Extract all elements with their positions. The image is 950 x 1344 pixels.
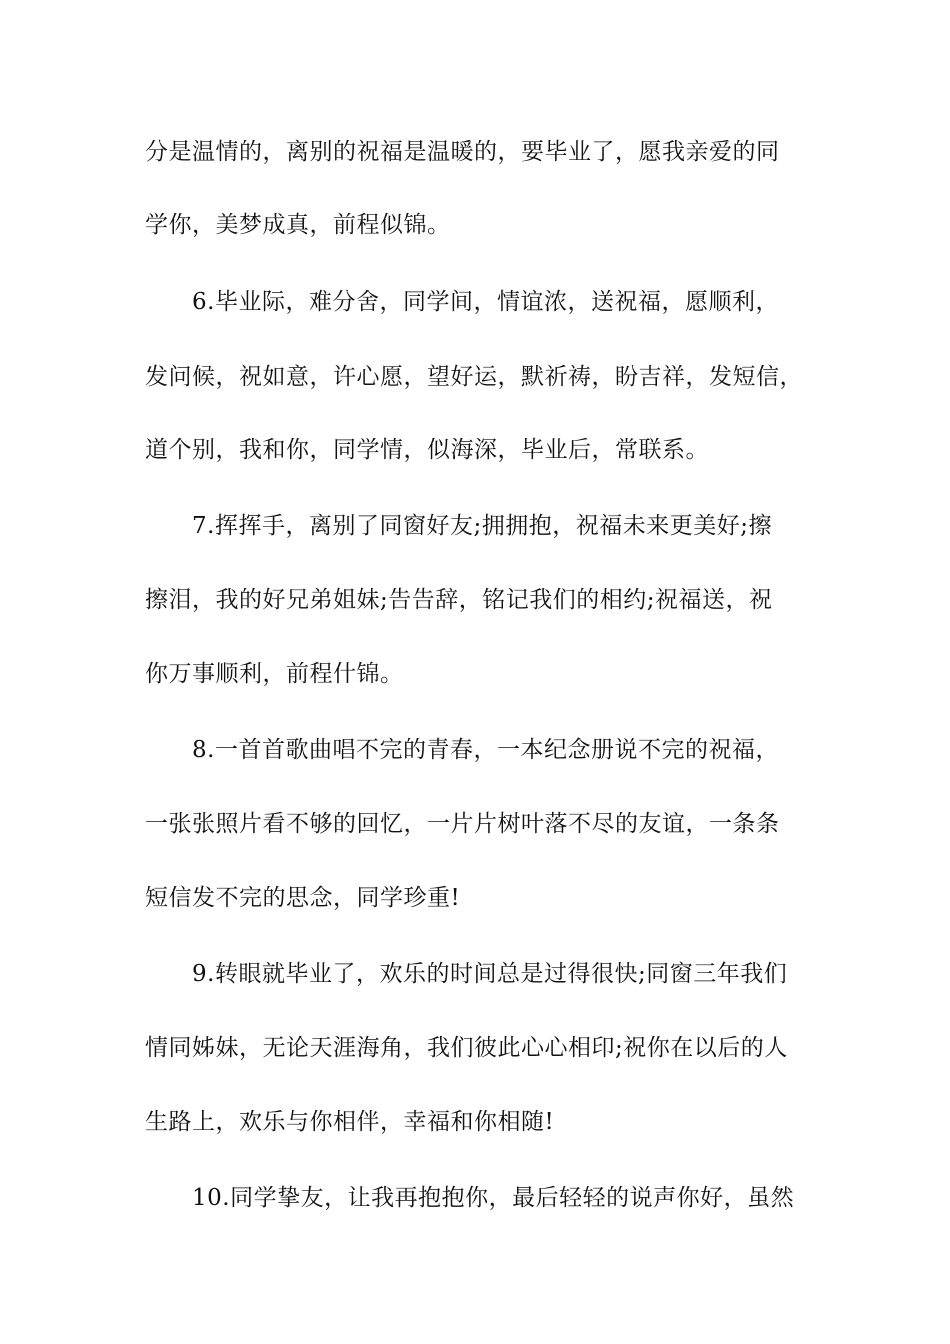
paragraph-8-start: 8.一首首歌曲唱不完的青春，一本纪念册说不完的祝福， [192, 737, 779, 763]
text-line: 分是温情的，离别的祝福是温暖的，要毕业了，愿我亲爱的同 [145, 139, 780, 165]
text-line: 发问候，祝如意，许心愿，望好运，默祈祷，盼吉祥，发短信， [145, 364, 803, 390]
text-line: 短信发不完的思念，同学珍重! [145, 885, 461, 911]
text-line: 生路上，欢乐与你相伴，幸福和你相随! [145, 1109, 555, 1135]
text-line: 道个别，我和你，同学情，似海深，毕业后，常联系。 [145, 437, 709, 463]
text-line: 擦泪，我的好兄弟姐妹;告告辞，铭记我们的相约;祝福送，祝 [145, 587, 773, 613]
paragraph-9-start: 9.转眼就毕业了，欢乐的时间总是过得很快;同窗三年我们 [192, 961, 788, 987]
text-line: 情同姊妹，无论天涯海角，我们彼此心心相印;祝你在以后的人 [145, 1035, 788, 1061]
paragraph-10-start: 10.同学挚友，让我再抱抱你，最后轻轻的说声你好，虽然 [192, 1185, 795, 1211]
text-line: 一张张照片看不够的回忆，一片片树叶落不尽的友谊，一条条 [145, 811, 780, 837]
text-line: 学你，美梦成真，前程似锦。 [145, 212, 451, 238]
text-line: 你万事顺利，前程什锦。 [145, 661, 404, 687]
paragraph-6-start: 6.毕业际，难分舍，同学间，情谊浓，送祝福，愿顺利， [192, 289, 779, 315]
paragraph-7-start: 7.挥挥手，离别了同窗好友;拥拥抱，祝福未来更美好;擦 [192, 513, 772, 539]
